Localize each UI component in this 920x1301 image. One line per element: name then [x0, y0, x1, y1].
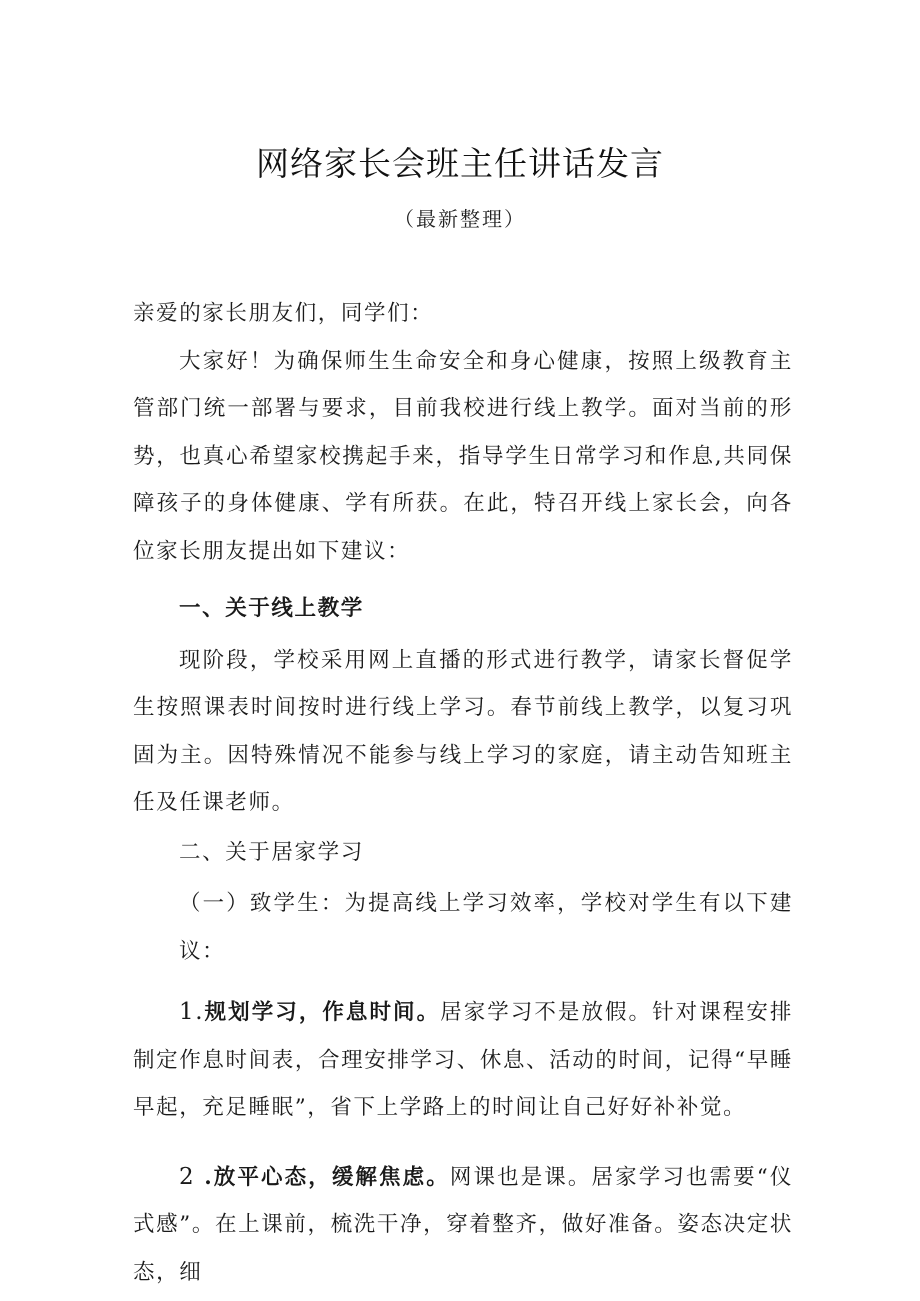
section-1-paragraph: 现阶段，学校采用网上直播的形式进行教学，请家长督促学生按照课表时间按时进行线上学习。春节前线上教学，以复习巩固为主。因特殊情况不能参与线上学习的家庭，请主动告知班主任及任课老师。	[133, 647, 793, 815]
greeting: 亲爱的家长朋友们，同学们：	[133, 301, 434, 326]
item-1-number: 1.	[179, 999, 205, 1025]
section-2-subheading: （一）致学生：为提高线上学习效率，学校对学生有以下建议：	[179, 891, 793, 964]
item-1-bold: 规划学习，作息时间。	[204, 1000, 441, 1025]
page-subtitle: （最新整理）	[394, 207, 526, 231]
item-2-text: 网课也是课。居家学习也需要“仪式感”。在上课前，梳洗干净，穿着整齐，做好准备。姿态决定状态，细	[133, 1164, 793, 1285]
intro-paragraph: 大家好！为确保师生生命安全和身心健康，按照上级教育主管部门统一部署与要求，目前我校进行线上教学。面对当前的形势，也真心希望家校携起手来，指导学生日常学习和作息,共同保障孩子的身体健康、学有所获。在此，特召开线上家长会，向各位家长朋友提出如下建议：	[133, 348, 793, 564]
section-2-heading: 二、关于居家学习	[179, 839, 364, 865]
document-body	[133, 290, 793, 1296]
item-2-bold: .放平心态，缓解焦虑。	[204, 1164, 450, 1190]
item-1-paragraph	[133, 989, 793, 1132]
section-1-heading: 一、关于线上教学	[179, 596, 364, 621]
page-title: 网络家长会班主任讲话发言	[256, 144, 664, 183]
item-1-text: 居家学习不是放假。针对课程安排制定作息时间表，合理安排学习、休息、活动的时间，记得“早睡早起，充足睡眠”，省下上学路上的时间让自己好好补补觉。	[133, 1000, 793, 1120]
item-2-paragraph	[133, 1154, 793, 1297]
item-2-number: 2	[179, 1163, 196, 1190]
